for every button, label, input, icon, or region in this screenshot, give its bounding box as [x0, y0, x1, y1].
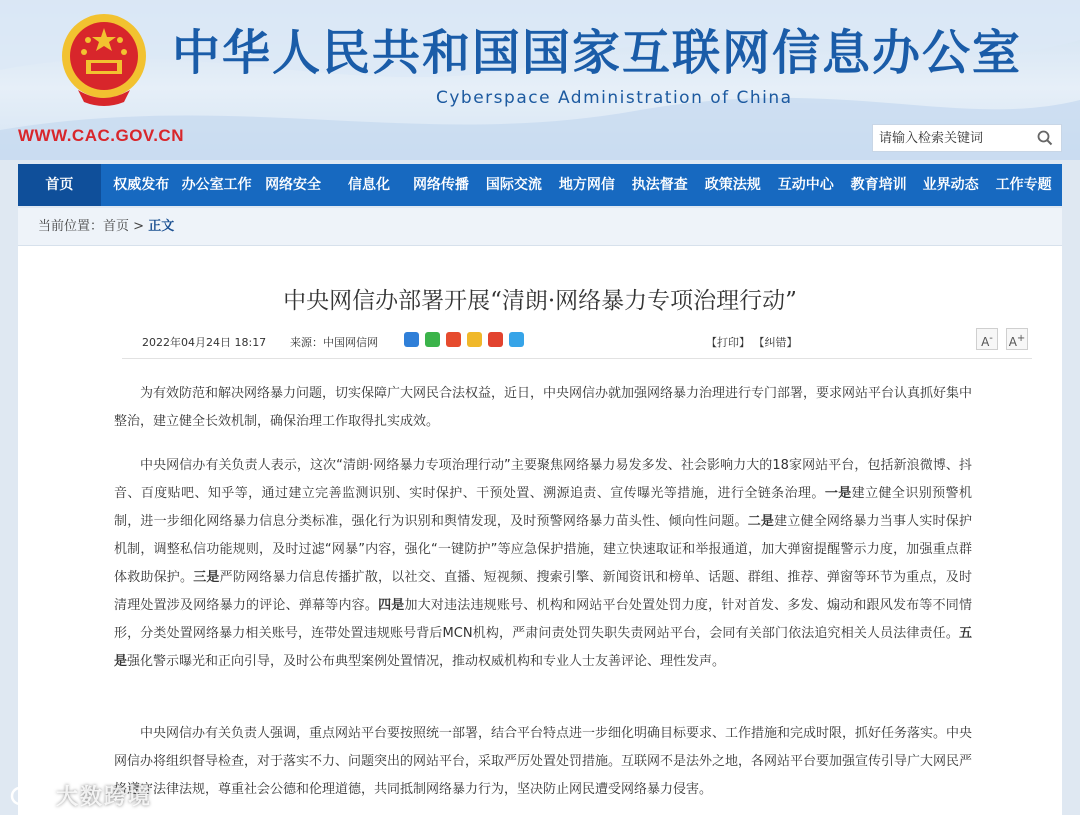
- font-increase-button[interactable]: [1006, 328, 1028, 350]
- print-link[interactable]: 【打印】: [706, 336, 750, 349]
- search-input[interactable]: [873, 125, 1033, 151]
- watermark-logo-icon: [10, 784, 50, 808]
- nav-item-education[interactable]: 教育培训: [850, 177, 907, 193]
- nav-item-informatization[interactable]: 信息化: [347, 177, 390, 193]
- paragraph-3: 中央网信办有关负责人强调，重点网站平台要按照统一部署，结合平台特点进一步细化明确目标要求、工作措施和完成时限，抓好任务落实。中央网信办将组织督导检查，对于落实不力、问题突出的网站平台，采取严厉处置处罚措施。互联网不是法外之地，各网站平台要加强宣传引导广大网民严格遵守法律法规，尊重社会公德和伦理道德，共同抵制网络暴力行为，坚决防止网民遭受网络暴力侵害。: [114, 726, 973, 797]
- p2-text-c: 建立健全识别预警机制，进一步细化网络暴力信息分类标准，强化行为识别和舆情发现，及时预警网络暴力苗头性、倾向性问题。: [114, 486, 972, 529]
- search-icon[interactable]: [1037, 130, 1053, 146]
- font-decrease-button[interactable]: [976, 328, 998, 350]
- watermark-text: 大数跨境: [56, 785, 153, 810]
- font-increase-sup: +: [1016, 333, 1026, 344]
- article-date: 2022年04月24日 18:17: [142, 336, 267, 349]
- p2-text-e: 严防网络暴力信息传播扩散，以社交、直播、短视频、搜索引擎、新闻资讯和榜单、话题、群组、推荐、弹窗等环节为重点，及时清理处置涉及网络暴力的评论、弹幕等内容。: [114, 570, 972, 613]
- nav-item-network-communication[interactable]: 网络传播: [412, 177, 469, 193]
- nav-item-network-security[interactable]: 网络安全: [265, 177, 322, 193]
- breadcrumb-home-link[interactable]: 首页: [103, 219, 130, 234]
- nav-item-local[interactable]: 地方网信: [558, 177, 615, 193]
- print-correct-links: [706, 334, 798, 350]
- main-nav: [18, 164, 1062, 206]
- site-subtitle: Cyberspace Administration of China: [436, 88, 793, 108]
- p2-bold-3: 三是: [193, 570, 220, 585]
- share-p-icon[interactable]: [509, 332, 524, 347]
- article-title: 中央网信办部署开展“清朗·网络暴力专项治理行动”: [283, 288, 797, 314]
- paragraph-2: [114, 452, 972, 676]
- watermark: [10, 780, 152, 811]
- breadcrumb-separator: >: [129, 219, 149, 234]
- breadcrumb-prefix: 当前位置：: [38, 219, 104, 234]
- national-emblem-icon: [58, 10, 150, 106]
- paragraph-1: 为有效防范和解决网络暴力问题，切实保障广大网民合法权益，近日，中央网信办就加强网络暴力治理进行专门部署，要求网站平台认真抓好集中整治，建立健全长效机制，确保治理工作取得扎实成效。: [114, 386, 973, 429]
- share-plus-icon[interactable]: [404, 332, 419, 347]
- article-source: 来源：中国网信网: [290, 336, 378, 349]
- breadcrumb: [18, 208, 1062, 246]
- p2-bold-5: 五是: [114, 626, 972, 669]
- p2-text-g: 强化警示曝光和正向引导，及时公布典型案例处置情况，推动权威机构和专业人士友善评论、理性发声。: [127, 654, 726, 669]
- p2-bold-4: 四是: [378, 598, 405, 613]
- share-qzone-icon[interactable]: [467, 332, 482, 347]
- search-box: [872, 124, 1062, 152]
- p2-text-a: 中央网信办有关负责人表示，这次“清朗·网络暴力专项治理行动”主要聚焦网络暴力易发多发、社会影响力大的18家网站平台，包括新浪微博、抖音、百度贴吧、知乎等，通过建立完善监测识别、实时保护、干预处置、溯源追责、宣传曝光等措施，进行全链条治理。: [114, 458, 972, 501]
- p2-bold-1: 一是: [824, 486, 852, 501]
- breadcrumb-current: 正文: [148, 219, 175, 234]
- article-container: [18, 246, 1062, 815]
- nav-item-topics[interactable]: 工作专题: [995, 177, 1052, 193]
- correct-link[interactable]: 【纠错】: [753, 336, 798, 349]
- font-decrease-sup: -: [989, 333, 993, 344]
- nav-item-policy[interactable]: 政策法规: [704, 177, 761, 193]
- share-n-icon[interactable]: [446, 332, 461, 347]
- nav-item-industry[interactable]: 业界动态: [922, 177, 979, 193]
- nav-item-office-work[interactable]: 办公室工作: [181, 177, 252, 193]
- font-increase-label: A: [1008, 335, 1017, 349]
- site-url[interactable]: WWW.CAC.GOV.CN: [18, 126, 184, 145]
- nav-item-enforcement[interactable]: 执法督查: [631, 177, 688, 193]
- header-banner: [0, 0, 1080, 160]
- site-title: 中华人民共和国国家互联网信息办公室: [172, 25, 1023, 81]
- nav-item-authority[interactable]: 权威发布: [113, 177, 170, 193]
- p2-bold-2: 二是: [747, 514, 775, 529]
- divider: [122, 358, 1032, 359]
- nav-item-interaction[interactable]: 互动中心: [777, 177, 834, 193]
- nav-item-international[interactable]: 国际交流: [485, 177, 542, 193]
- p2-text-d: 建立健全网络暴力当事人实时保护机制，调整私信功能规则，及时过滤“网暴”内容，强化“一键防护”等应急保护措施，建立快速取证和举报通道，加大弹窗提醒警示力度，加强重点群体救助保护。: [114, 514, 972, 585]
- share-weibo-icon[interactable]: [488, 332, 503, 347]
- nav-item-home[interactable]: 首页: [18, 164, 101, 206]
- font-decrease-label: A: [981, 335, 990, 349]
- p2-text-f: 加大对违法违规账号、机构和网站平台处置处罚力度，针对首发、多发、煽动和跟风发布等不同情形，分类处置网络暴力相关账号，连带处置违规账号背后MCN机构，严肃问责处罚失职失责网站平台，会同有关部门依法追究相关人员法律责任。: [114, 598, 972, 641]
- share-buttons: [404, 332, 524, 347]
- share-wechat-icon[interactable]: [425, 332, 440, 347]
